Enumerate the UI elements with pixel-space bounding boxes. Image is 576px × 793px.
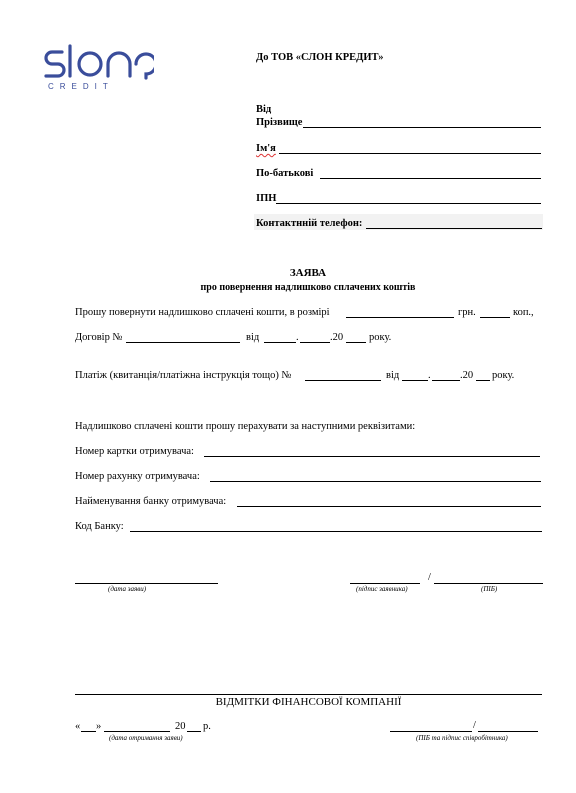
recipient-line: До ТОВ «СЛОН КРЕДИТ» bbox=[256, 52, 384, 63]
contract-from-label: від bbox=[246, 332, 260, 343]
tax-id-field[interactable] bbox=[276, 203, 541, 204]
logo-subtitle: CREDIT bbox=[48, 82, 114, 91]
signature-caption: (підпис заявника) bbox=[356, 585, 408, 593]
date-caption: (дата заяви) bbox=[108, 585, 147, 593]
tax-id-label: ІПН bbox=[256, 193, 277, 204]
name-label: Ім'я bbox=[256, 143, 276, 154]
phone-label: Контактнній телефон: bbox=[256, 218, 363, 229]
bank-code-field[interactable] bbox=[130, 531, 542, 532]
payment-day-field[interactable] bbox=[402, 380, 428, 381]
uah-label: грн. bbox=[458, 307, 476, 318]
company-marks-heading: ВІДМІТКИ ФІНАНСОВОЇ КОМПАНІЇ bbox=[215, 696, 402, 708]
patronymic-label: По-батькові bbox=[256, 168, 314, 179]
contract-label: Договір № bbox=[75, 332, 123, 343]
card-label: Номер картки отримувача: bbox=[75, 446, 194, 457]
contract-day-field[interactable] bbox=[264, 342, 296, 343]
bank-name-field[interactable] bbox=[237, 506, 541, 507]
details-intro: Надлишково сплачені кошти прошу перахувати за наступними реквізитами: bbox=[75, 421, 416, 432]
document-title: ЗАЯВА bbox=[289, 267, 327, 279]
receipt-year-prefix: 20 bbox=[175, 721, 186, 732]
receipt-day-field[interactable] bbox=[81, 731, 96, 732]
contract-century: .20 bbox=[330, 332, 344, 343]
contract-number-field[interactable] bbox=[126, 342, 240, 343]
receipt-quote-close: » bbox=[96, 721, 102, 732]
surname-label: Прізвище bbox=[256, 117, 303, 128]
staff-slash: / bbox=[473, 720, 476, 731]
payment-year-label: року. bbox=[492, 370, 515, 381]
contract-year-label: року. bbox=[369, 332, 392, 343]
amount-kop-field[interactable] bbox=[480, 317, 510, 318]
payment-from-label: від bbox=[386, 370, 400, 381]
receipt-quote-open: « bbox=[75, 721, 81, 732]
phone-field[interactable] bbox=[366, 228, 542, 229]
bank-name-label: Найменування банку отримувача: bbox=[75, 496, 227, 507]
receipt-month-field[interactable] bbox=[104, 731, 170, 732]
receipt-year-suffix: р. bbox=[203, 721, 211, 732]
account-label: Номер рахунку отримувача: bbox=[75, 471, 200, 482]
from-label: Від bbox=[256, 104, 272, 115]
contract-dot: . bbox=[296, 332, 299, 343]
account-field[interactable] bbox=[210, 481, 541, 482]
payment-label: Платіж (квитанція/платіжна інструкція тощо) № bbox=[75, 370, 292, 381]
amount-uah-field[interactable] bbox=[346, 317, 454, 318]
signature-slash: / bbox=[428, 572, 431, 583]
staff-caption: (ПІБ та підпис співробітника) bbox=[416, 734, 508, 742]
applicant-signature-field[interactable] bbox=[350, 583, 420, 584]
staff-signature-field[interactable] bbox=[478, 731, 538, 732]
card-field[interactable] bbox=[204, 456, 540, 457]
name-field[interactable] bbox=[279, 153, 541, 154]
company-marks-divider bbox=[75, 694, 542, 695]
staff-name-field[interactable] bbox=[390, 731, 472, 732]
payment-month-field[interactable] bbox=[432, 380, 460, 381]
contract-month-field[interactable] bbox=[300, 342, 330, 343]
contract-year-field[interactable] bbox=[346, 342, 366, 343]
kop-label: коп., bbox=[513, 307, 534, 318]
patronymic-field[interactable] bbox=[320, 178, 541, 179]
payment-year-field[interactable] bbox=[476, 380, 490, 381]
slon-credit-logo bbox=[44, 44, 154, 80]
applicant-name-field[interactable] bbox=[434, 583, 543, 584]
payment-dot: . bbox=[428, 370, 431, 381]
application-date-field[interactable] bbox=[75, 583, 218, 584]
receipt-caption: (дата отримання заяви) bbox=[109, 734, 183, 742]
refund-amount-text: Прошу повернути надлишково сплачені кошти, в розмірі bbox=[75, 307, 330, 318]
surname-field[interactable] bbox=[303, 127, 541, 128]
document-subtitle: про повернення надлишково сплачених коштів bbox=[200, 282, 416, 293]
payment-century: .20 bbox=[460, 370, 474, 381]
bank-code-label: Код Банку: bbox=[75, 521, 124, 532]
name-caption: (ПІБ) bbox=[481, 585, 498, 593]
payment-number-field[interactable] bbox=[305, 380, 381, 381]
receipt-year-field[interactable] bbox=[187, 731, 201, 732]
